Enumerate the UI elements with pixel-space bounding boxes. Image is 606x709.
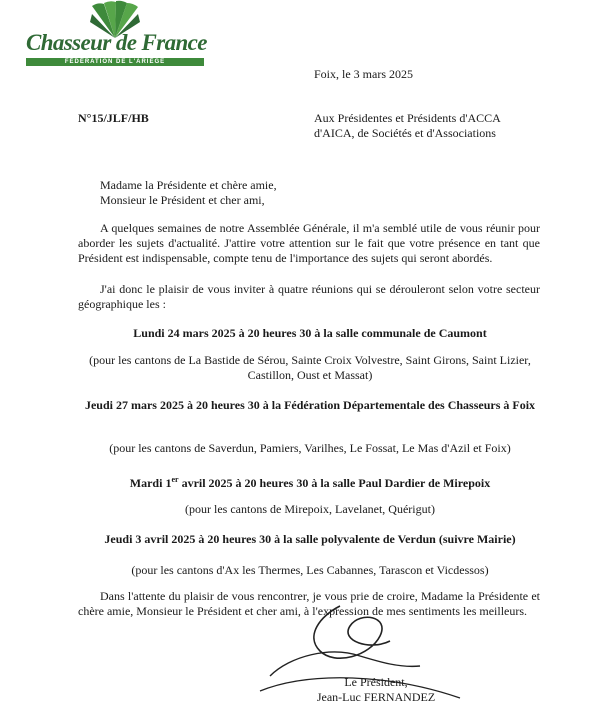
salutation-line: Monsieur le Président et cher ami, — [100, 193, 265, 207]
meeting-cantons: (pour les cantons d'Ax les Thermes, Les Cabannes, Tarascon et Vicdessos) — [131, 563, 489, 577]
salutation-line: Madame la Présidente et chère amie, — [100, 178, 277, 192]
signature-block — [306, 675, 446, 705]
paragraph-invitation: J'ai donc le plaisir de vous inviter à quatre réunions qui se dérouleront selon votre secteur géographique les : — [78, 282, 540, 311]
meeting-event: Mardi 1er avril 2025 à 20 heures 30 à la salle Paul Dardier de Mirepoix — [129, 475, 491, 490]
letter-date: Foix, le 3 mars 2025 — [314, 67, 413, 81]
signer-title: Le Président, — [344, 675, 408, 689]
meeting-event: Jeudi 27 mars 2025 à 20 heures 30 à la Fédération Départementale des Chasseurs à Foix — [84, 398, 536, 412]
logo-subtitle: FÉDÉRATION DE L'ARIÈGE — [64, 59, 166, 65]
meeting-cantons: (pour les cantons de Mirepoix, Lavelanet, Quérigut) — [185, 502, 435, 516]
recipient-line: Aux Présidentes et Présidents d'ACCA — [314, 111, 501, 125]
paragraph-intro: A quelques semaines de notre Assemblée Générale, il m'a semblé utile de vous réunir pour aborder les sujets d'actualité. J'attire votre attention sur le fait que votre présence en tant que Président est indispensable, compte tenu de l'importance des sujets qui seront abordés. — [78, 221, 540, 265]
meeting-event: Jeudi 3 avril 2025 à 20 heures 30 à la salle polyvalente de Verdun (suivre Mairie) — [104, 532, 516, 546]
salutation — [100, 178, 277, 208]
closing-paragraph: Dans l'attente du plaisir de vous rencontrer, je vous prie de croire, Madame la Présidente et chère amie, Monsieur le Président et cher ami, à l'expression de mes sentiments les meilleurs. — [78, 589, 540, 618]
meeting-cantons: (pour les cantons de La Bastide de Sérou, Sainte Croix Volvestre, Saint Girons, Saint Lizier, Castillon, Oust et Massat) — [89, 353, 531, 382]
letter-recipients — [314, 111, 501, 141]
signer-name: Jean-Luc FERNANDEZ — [316, 690, 436, 704]
meeting-cantons: (pour les cantons de Saverdun, Pamiers, Varilhes, Le Fossat, Le Mas d'Azil et Foix) — [109, 441, 511, 455]
logo-brand: Chasseur de France — [26, 30, 207, 55]
meeting-event: Lundi 24 mars 2025 à 20 heures 30 à la salle communale de Caumont — [133, 326, 487, 340]
recipient-line: d'AICA, de Sociétés et d'Associations — [314, 126, 496, 140]
letter-reference: N°15/JLF/HB — [78, 111, 149, 125]
